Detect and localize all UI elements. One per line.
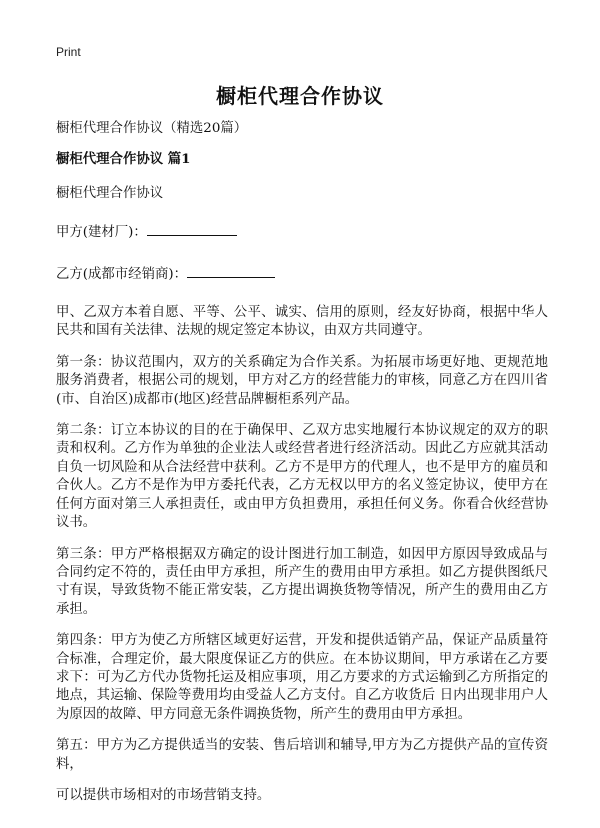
document-subtitle: 橱柜代理合作协议（精选20篇） (56, 121, 248, 136)
paragraph-article-1: 第一条：协议范围内，双方的关系确定为合作关系。为拓展市场更好地、更规范地服务消费者，根据公司的规划，甲方对乙方的经营能力的审核，同意乙方在四川省(市、自治区)成都市(地区)经营品牌橱柜系列产品。 (56, 354, 548, 407)
party-b-line (56, 263, 548, 284)
print-label[interactable]: Print (56, 45, 81, 59)
party-b-blank (187, 263, 275, 278)
paragraph-article-4: 第四条：甲方为使乙方所辖区域更好运营，开发和提供适销产品，保证产品质量符合标准，合理定价，最大限度保证乙方的供应。在本协议期间，甲方承诺在乙方要求下：可为乙方代办货物托运及相应事项，用乙方要求的方式运输到乙方所指定的地点，其运输、保险等费用均由受益人乙方支付。自乙方收货后 日内出现非用户人为原因的故障、甲方同意无条件调换货物，所产生的费用由甲方承担。 (56, 633, 548, 722)
section-heading: 橱柜代理合作协议 篇1 (56, 151, 191, 168)
document-title: 橱柜代理合作协议 (216, 84, 384, 108)
party-a-line (56, 221, 548, 242)
party-a-blank (147, 221, 237, 236)
party-b-label: 乙方(成都市经销商)： (56, 266, 187, 282)
document-body (56, 120, 548, 818)
paragraph-article-2: 第二条：订立本协议的目的在于确保甲、乙双方忠实地履行本协议规定的双方的职责和权利。乙方作为单独的企业法人或经营者进行经济活动。因此乙方应就其活动自负一切风险和从合法经营中获利。乙方不是甲方的代理人，也不是甲方的雇员和合伙人。乙方不是作为甲方委托代表，乙方无权以甲方的名义签定协议，使甲方在任何方面对第三人承担责任，或由甲方负担费用，承担任何义务。你看合伙经营协议书。 (56, 423, 548, 531)
paragraph-article-5: 第五：甲方为乙方提供适当的安装、售后培训和辅导,甲方为乙方提供产品的宣传资料， (56, 738, 548, 772)
paragraph-marketing-support: 可以提供市场相对的市场营销支持。 (56, 787, 271, 803)
paragraph-preamble: 甲、乙双方本着自愿、平等、公平、诚实、信用的原则，经友好协商，根据中华人民共和国有关法律、法规的规定签定本协议，由双方共同遵守。 (56, 305, 548, 339)
paragraph-article-3: 第三条：甲方严格根据双方确定的设计图进行加工制造，如因甲方原因导致成品与合同约定不符的，责任由甲方承担，所产生的费用由甲方承担。如乙方提供图纸尺寸有误，导致货物不能正常安装，乙方提出调换货物等情况，所产生的费用由乙方承担。 (56, 546, 548, 617)
agreement-name: 橱柜代理合作协议 (56, 185, 164, 201)
party-a-label: 甲方(建材厂)： (56, 225, 147, 241)
